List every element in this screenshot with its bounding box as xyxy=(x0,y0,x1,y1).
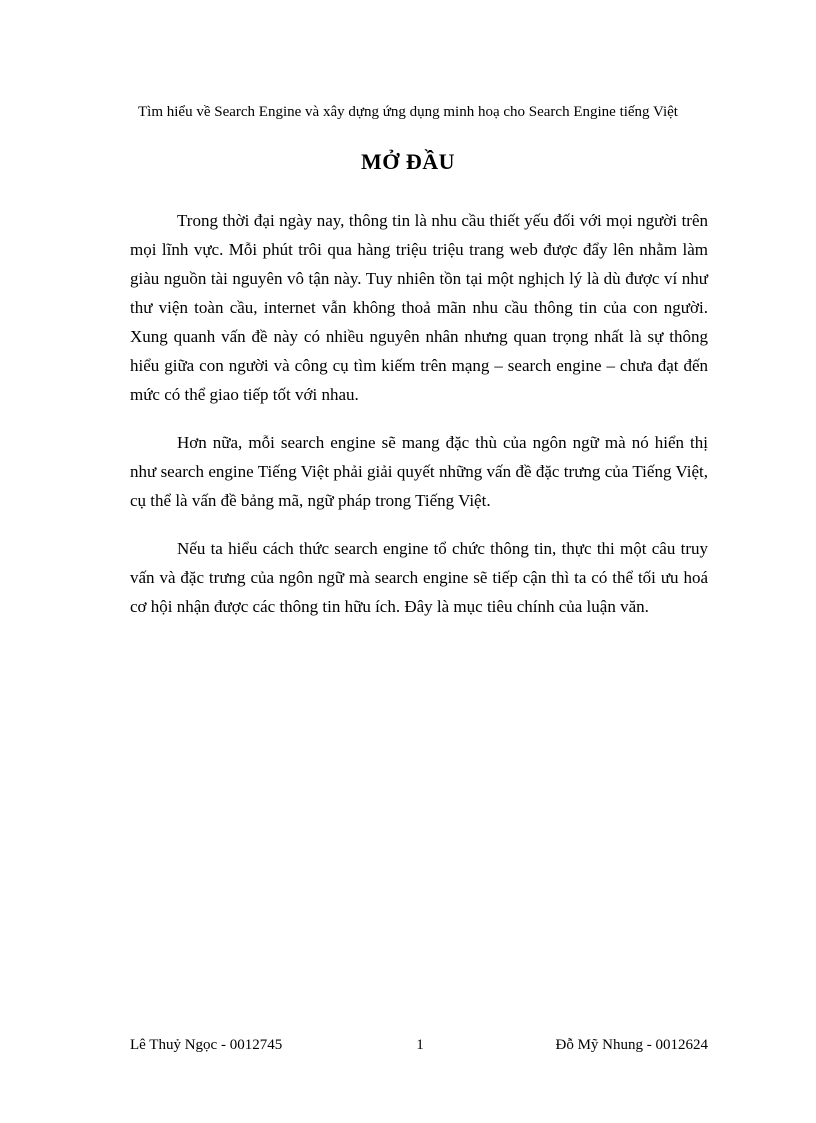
running-header: Tìm hiểu về Search Engine và xây dựng ứng dụng minh hoạ cho Search Engine tiếng Việt xyxy=(138,104,678,120)
footer-author-left: Lê Thuỷ Ngọc - 0012745 xyxy=(130,1037,283,1053)
page-number: 1 xyxy=(416,1037,424,1053)
section-title: MỞ ĐẦU xyxy=(360,149,456,174)
page-footer xyxy=(130,1035,708,1055)
body-text xyxy=(130,206,708,640)
paragraph-1: Trong thời đại ngày nay, thông tin là nhu cầu thiết yếu đối với mọi người trên mọi lĩnh vực. Mỗi phút trôi qua hàng triệu triệu trang web được đẩy lên nhằm làm giàu nguồn tài nguyên vô tận này. Tuy nhiên tồn tại một nghịch lý là dù được ví như thư viện toàn cầu, internet vẫn không thoả mãn nhu cầu thông tin của con người. Xung quanh vấn đề này có nhiều nguyên nhân nhưng quan trọng nhất là sự thông hiểu giữa con người và công cụ tìm kiếm trên mạng – search engine – chưa đạt đến mức có thể giao tiếp tốt với nhau. xyxy=(130,211,708,404)
paragraph-2: Hơn nữa, mỗi search engine sẽ mang đặc thù của ngôn ngữ mà nó hiển thị như search engine Tiếng Việt phải giải quyết những vấn đề đặc trưng của Tiếng Việt, cụ thể là vấn đề bảng mã, ngữ pháp trong Tiếng Việt. xyxy=(130,433,708,510)
paragraph-3: Nếu ta hiểu cách thức search engine tổ chức thông tin, thực thi một câu truy vấn và đặc trưng của ngôn ngữ mà search engine sẽ tiếp cận thì ta có thể tối ưu hoá cơ hội nhận được các thông tin hữu ích. Đây là mục tiêu chính của luận văn. xyxy=(130,539,708,616)
footer-author-right: Đỗ Mỹ Nhung - 0012624 xyxy=(555,1037,708,1053)
